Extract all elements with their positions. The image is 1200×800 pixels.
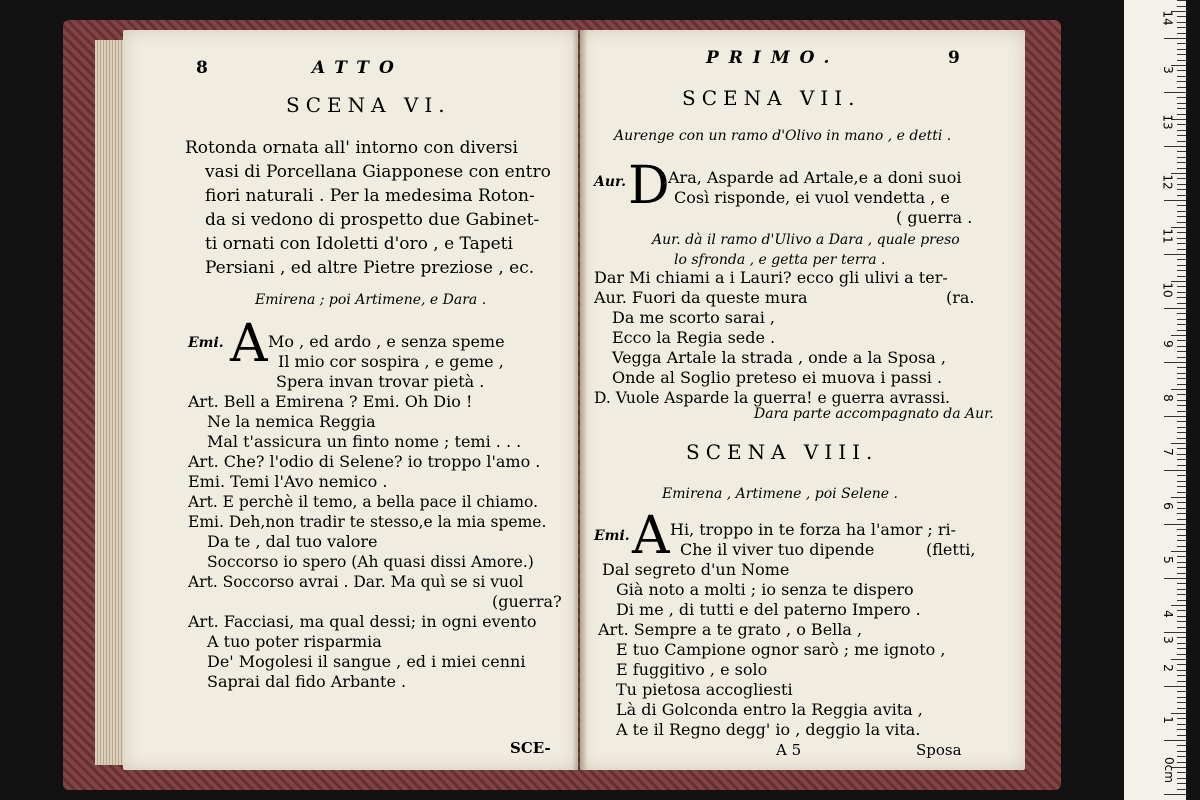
ruler-number: 9 <box>1160 340 1175 348</box>
ruler-tick <box>1171 389 1186 390</box>
ruler-tick <box>1177 168 1186 169</box>
ruler-tick <box>1177 681 1186 682</box>
ruler-tick <box>1177 594 1186 595</box>
ruler-tick <box>1177 378 1186 379</box>
ruler-tick <box>1177 481 1186 482</box>
ruler-tick <box>1164 740 1186 741</box>
ruler-tick <box>1177 475 1186 476</box>
ruler-tick <box>1177 535 1186 536</box>
ruler-number: 4 <box>1160 610 1175 618</box>
ruler-tick <box>1171 605 1186 606</box>
verse-line: Già noto a molti ; io senza te dispero <box>616 580 914 599</box>
ruler-tick <box>1177 270 1186 271</box>
ruler-tick <box>1177 421 1186 422</box>
verse-line: E tuo Campione ognor sarò ; me ignoto , <box>616 640 946 659</box>
ruler-tick <box>1177 648 1186 649</box>
ruler-tick <box>1164 416 1186 417</box>
ruler-tick <box>1177 216 1186 217</box>
ruler-tick <box>1164 92 1186 93</box>
ruler-tick <box>1177 735 1186 736</box>
ruler-tick <box>1171 497 1186 498</box>
ruler-tick <box>1177 351 1186 352</box>
ruler-tick <box>1177 562 1186 563</box>
page-edges <box>95 40 125 765</box>
ruler-tick <box>1177 346 1186 347</box>
ruler-tick <box>1177 654 1186 655</box>
verse-line: (ra. <box>946 288 975 307</box>
verse-line: Ara, Asparde ad Artale,e a doni suoi <box>668 168 962 187</box>
speaker: Emi. <box>594 528 630 544</box>
ruler-tick <box>1177 367 1186 368</box>
ruler-tick <box>1177 195 1186 196</box>
ruler-number: 3 <box>1160 66 1175 74</box>
stage-line: Persiani , ed altre Pietre preziose , ec. <box>205 258 535 278</box>
ruler-tick <box>1177 708 1186 709</box>
ruler-tick <box>1177 135 1186 136</box>
left-page-number: 8 <box>196 58 208 78</box>
ruler-number: 1 <box>1160 716 1175 724</box>
verse-line: Così risponde, ei vuol vendetta , e <box>674 188 950 207</box>
ruler-tick <box>1177 70 1186 71</box>
ruler-tick <box>1177 27 1186 28</box>
ruler-tick <box>1177 546 1186 547</box>
ruler-tick <box>1177 691 1186 692</box>
book-gutter <box>572 30 588 770</box>
ruler-tick <box>1177 265 1186 266</box>
ruler-tick <box>1164 362 1186 363</box>
ruler-tick <box>1177 141 1186 142</box>
ruler-number: 11 <box>1160 228 1175 244</box>
ruler-tick <box>1177 232 1186 233</box>
ruler-tick <box>1177 621 1186 622</box>
verse-line: Art. Facciasi, ma qual dessi; in ogni evento <box>188 612 537 631</box>
ruler-tick <box>1177 313 1186 314</box>
ruler-tick <box>1177 157 1186 158</box>
ruler-tick <box>1177 432 1186 433</box>
ruler-tick <box>1177 184 1186 185</box>
speaker: Emi. <box>188 335 224 351</box>
ruler-tick <box>1177 724 1186 725</box>
ruler-tick <box>1177 357 1186 358</box>
ruler-tick <box>1177 114 1186 115</box>
ruler-tick <box>1177 0 1186 1</box>
verse-line: Che il viver tuo dipende <box>680 540 875 559</box>
ruler-number: 8 <box>1160 394 1175 402</box>
ruler-tick <box>1177 627 1186 628</box>
ruler-tick <box>1177 540 1186 541</box>
verse-line: Da te , dal tuo valore <box>207 532 378 551</box>
verse-line: Aur. Fuori da queste mura <box>594 288 808 307</box>
verse-line: Soccorso io spero (Ah quasi dissi Amore.) <box>207 553 534 571</box>
ruler-tick <box>1177 33 1186 34</box>
ruler-tick <box>1171 443 1186 444</box>
ruler-tick <box>1177 459 1186 460</box>
ruler-tick <box>1177 162 1186 163</box>
signature-mark: A 5 <box>776 741 802 759</box>
verse-line: (fletti, <box>926 540 976 559</box>
ruler-number: 2 <box>1160 664 1175 672</box>
ruler-tick <box>1177 97 1186 98</box>
ruler-tick <box>1177 600 1186 601</box>
ruler-tick <box>1177 54 1186 55</box>
ruler-tick <box>1171 659 1186 660</box>
verse-line: Hi, troppo in te forza ha l'amor ; ri- <box>670 520 957 539</box>
stage-line: ti ornati con Idoletti d'oro , e Tapeti <box>205 234 513 254</box>
ruler-tick <box>1177 243 1186 244</box>
ruler-tick <box>1177 43 1186 44</box>
ruler-tick <box>1177 124 1186 125</box>
ruler-tick <box>1164 470 1186 471</box>
right-scene2-characters: Emirena , Artimene , poi Selene . <box>662 486 898 502</box>
ruler-tick <box>1177 718 1186 719</box>
ruler-tick <box>1177 292 1186 293</box>
ruler-tick <box>1177 789 1186 790</box>
ruler-tick <box>1171 551 1186 552</box>
ruler-tick <box>1164 200 1186 201</box>
drop-cap: A <box>230 314 268 374</box>
verse-line: Dar Mi chiami a i Lauri? ecco gli ulivi a ter- <box>594 268 948 287</box>
ruler-number: 14 <box>1160 10 1175 26</box>
stage-line: lo sfronda , e getta per terra . <box>674 252 886 268</box>
ruler-tick <box>1177 49 1186 50</box>
ruler-tick <box>1177 454 1186 455</box>
left-running-head: ATTO <box>312 58 404 78</box>
right-running-head: PRIMO. <box>706 48 840 68</box>
ruler-tick <box>1177 502 1186 503</box>
ruler-tick <box>1177 211 1186 212</box>
verse-line: Di me , di tutti e del paterno Impero . <box>616 600 921 619</box>
ruler-tick <box>1177 303 1186 304</box>
ruler-tick <box>1177 729 1186 730</box>
ruler-tick <box>1177 610 1186 611</box>
stage-line: Aur. dà il ramo d'Ulivo a Dara , quale preso <box>652 232 960 248</box>
ruler-tick <box>1177 405 1186 406</box>
verse-line: Dal segreto d'un Nome <box>602 560 790 579</box>
verse-line: Ecco la Regia sede . <box>612 328 776 347</box>
ruler-tick <box>1177 573 1186 574</box>
ruler-tick <box>1177 151 1186 152</box>
ruler-tick <box>1177 340 1186 341</box>
right-characters: Aurenge con un ramo d'Olivo in mano , e detti . <box>614 128 952 144</box>
ruler-tick <box>1177 438 1186 439</box>
ruler-tick <box>1177 276 1186 277</box>
ruler-tick <box>1177 697 1186 698</box>
verse-line: Saprai dal fido Arbante . <box>207 672 407 691</box>
ruler-tick <box>1177 513 1186 514</box>
ruler-tick <box>1177 60 1186 61</box>
ruler-tick <box>1177 87 1186 88</box>
verse-line: Art. Bell a Emirena ? Emi. Oh Dio ! <box>188 392 473 411</box>
ruler-tick <box>1177 189 1186 190</box>
verse-line: Art. Che? l'odio di Selene? io troppo l'amo . <box>188 452 541 471</box>
verse-line: A tuo poter risparmia <box>207 632 382 651</box>
ruler-tick <box>1177 76 1186 77</box>
ruler-tick <box>1177 103 1186 104</box>
ruler-tick <box>1177 643 1186 644</box>
ruler-tick <box>1177 319 1186 320</box>
ruler-number: 12 <box>1160 174 1175 190</box>
ruler-tick <box>1164 38 1186 39</box>
verse-line: De' Mogolesi il sangue , ed i miei cenni <box>207 652 526 671</box>
verse-line: E fuggitivo , e solo <box>616 660 768 679</box>
ruler-tick <box>1164 146 1186 147</box>
ruler-tick <box>1177 664 1186 665</box>
ruler-tick <box>1177 330 1186 331</box>
ruler-tick <box>1177 675 1186 676</box>
verse-line: Spera invan trovar pietà . <box>276 372 485 391</box>
right-scene-title: SCENA VII. <box>682 86 861 110</box>
ruler-tick <box>1177 205 1186 206</box>
ruler-number: 3 <box>1160 636 1175 644</box>
verse-line: Mal t'assicura un finto nome ; temi . . . <box>207 432 522 451</box>
verse-line: Art. E perchè il temo, a bella pace il chiamo. <box>188 493 538 511</box>
ruler-tick <box>1177 486 1186 487</box>
ruler-tick <box>1177 108 1186 109</box>
ruler-tick <box>1177 259 1186 260</box>
ruler-tick <box>1177 249 1186 250</box>
ruler-tick <box>1177 394 1186 395</box>
speaker: Aur. <box>594 174 627 190</box>
ruler-tick <box>1177 238 1186 239</box>
verse-line: Emi. Deh,non tradir te stesso,e la mia speme. <box>188 513 547 531</box>
verse-line: D. Vuole Asparde la guerra! e guerra avrassi. <box>594 389 951 407</box>
ruler-number: 10 <box>1160 282 1175 298</box>
ruler-tick <box>1177 702 1186 703</box>
left-catchword: SCE- <box>510 739 551 757</box>
verse-line: Emi. Temi l'Avo nemico . <box>188 472 388 491</box>
verse-line: ( guerra . <box>896 208 973 227</box>
ruler-number: 0cm <box>1161 757 1176 783</box>
ruler-tick <box>1164 578 1186 579</box>
ruler-tick <box>1177 616 1186 617</box>
ruler-tick <box>1177 286 1186 287</box>
ruler-tick <box>1164 254 1186 255</box>
verse-line: Art. Soccorso avrai . Dar. Ma quì se si vuol <box>188 573 524 591</box>
ruler-tick <box>1177 508 1186 509</box>
ruler-tick <box>1177 492 1186 493</box>
verse-line: A te il Regno degg' io , deggio la vita. <box>616 720 921 739</box>
ruler-tick <box>1177 384 1186 385</box>
verse-line: Da me scorto sarai , <box>612 308 776 327</box>
ruler-tick <box>1177 297 1186 298</box>
ruler-tick <box>1177 81 1186 82</box>
ruler-tick <box>1177 783 1186 784</box>
ruler-tick <box>1177 583 1186 584</box>
ruler-tick <box>1177 751 1186 752</box>
ruler-tick <box>1177 130 1186 131</box>
ruler-tick <box>1177 411 1186 412</box>
ruler-tick <box>1177 373 1186 374</box>
ruler-tick <box>1177 324 1186 325</box>
ruler-tick <box>1177 6 1186 7</box>
ruler-tick <box>1177 589 1186 590</box>
verse-line: (guerra? <box>492 592 562 611</box>
ruler-tick <box>1177 567 1186 568</box>
ruler-tick <box>1164 524 1186 525</box>
stage-line: fiori naturali . Per la medesima Roton- <box>205 186 535 206</box>
ruler-tick <box>1177 745 1186 746</box>
ruler-tick <box>1171 335 1186 336</box>
ruler-tick <box>1177 556 1186 557</box>
verse-line: Là di Golconda entro la Reggia avita , <box>616 700 923 719</box>
ruler-tick <box>1177 16 1186 17</box>
stage-line: Dara parte accompagnato da Aur. <box>754 406 994 422</box>
ruler-tick <box>1177 400 1186 401</box>
ruler-number: 5 <box>1160 556 1175 564</box>
ruler-tick <box>1164 632 1186 633</box>
right-page-number: 9 <box>948 48 960 68</box>
ruler-tick <box>1177 222 1186 223</box>
ruler-tick <box>1177 448 1186 449</box>
verse-line: Onde al Soglio preteso ei muova i passi . <box>612 368 943 387</box>
ruler-tick <box>1171 713 1186 714</box>
verse-line: Ne la nemica Reggia <box>207 412 376 431</box>
right-catchword: Sposa <box>916 741 962 759</box>
ruler-number: 13 <box>1160 114 1175 130</box>
drop-cap: A <box>632 506 670 566</box>
ruler-tick <box>1177 519 1186 520</box>
ruler-tick <box>1177 427 1186 428</box>
verse-line: Mo , ed ardo , e senza speme <box>268 332 505 351</box>
ruler-tick <box>1177 465 1186 466</box>
ruler-tick <box>1177 670 1186 671</box>
ruler-tick <box>1177 637 1186 638</box>
right-scene2-title: SCENA VIII. <box>686 440 879 464</box>
verse-line: Tu pietosa accogliesti <box>616 680 793 699</box>
ruler-tick <box>1164 686 1186 687</box>
drop-cap: D <box>628 156 670 216</box>
ruler-tick <box>1177 178 1186 179</box>
stage-line: Rotonda ornata all' intorno con diversi <box>185 138 518 158</box>
left-scene-title: SCENA VI. <box>286 93 451 117</box>
ruler-tick <box>1164 308 1186 309</box>
ruler-number: 7 <box>1160 448 1175 456</box>
verse-line: Il mio cor sospira , e geme , <box>278 352 504 371</box>
verse-line: Vegga Artale la strada , onde a la Sposa , <box>612 348 946 367</box>
verse-line: Art. Sempre a te grato , o Bella , <box>598 620 863 639</box>
ruler-tick <box>1177 22 1186 23</box>
left-characters: Emirena ; poi Artimene, e Dara . <box>255 292 487 308</box>
stage-line: vasi di Porcellana Giapponese con entro <box>205 162 551 182</box>
ruler-tick <box>1177 529 1186 530</box>
ruler-number: 6 <box>1160 502 1175 510</box>
ruler-tick <box>1164 794 1186 795</box>
stage-line: da si vedono di prospetto due Gabinet- <box>205 210 540 230</box>
